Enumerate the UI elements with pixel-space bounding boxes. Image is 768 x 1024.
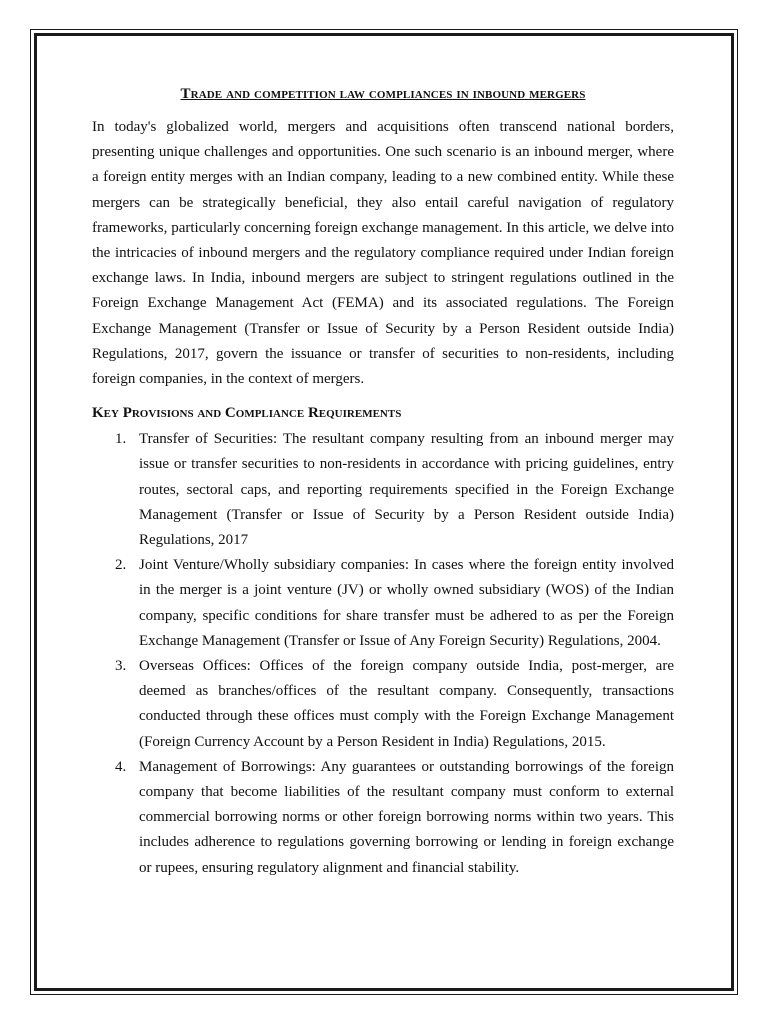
document-body	[92, 86, 674, 881]
list-item-number: 1.	[115, 431, 127, 448]
section-heading: Key Provisions and Compliance Requirements	[92, 405, 402, 422]
list-item-number: 2.	[115, 557, 127, 574]
list-item-text: Transfer of Securities: The resultant company resulting from an inbound merger may issue or transfer securities to non-residents in accordance with pricing guidelines, entry routes, sectoral caps, and reporting requirements specified in the Foreign Exchange Management (Transfer or Issue of Security by a Person Resident outside India) Regulations, 2017	[139, 431, 674, 549]
provisions-list	[92, 427, 674, 881]
list-item	[92, 427, 674, 553]
list-item-number: 4.	[115, 758, 127, 775]
list-item	[92, 755, 674, 881]
list-item-number: 3.	[115, 658, 127, 675]
intro-paragraph: In today's globalized world, mergers and acquisitions often transcend national borders, presenting unique challenges and opportunities. One such scenario is an inbound merger, where a foreign entity merges with an Indian company, leading to a new combined entity. While these mergers can be strategically beneficial, they also entail careful navigation of regulatory frameworks, particularly concerning foreign exchange management. In this article, we delve into the intricacies of inbound mergers and the regulatory compliance required under Indian foreign exchange laws. In India, inbound mergers are subject to stringent regulations outlined in the Foreign Exchange Management Act (FEMA) and its associated regulations. The Foreign Exchange Management (Transfer or Issue of Security by a Person Resident outside India) Regulations, 2017, govern the issuance or transfer of securities to non-residents, including foreign companies, in the context of mergers.	[92, 119, 674, 388]
list-item-text: Management of Borrowings: Any guarantees or outstanding borrowings of the foreign company that become liabilities of the resultant company must conform to external commercial borrowing norms or other foreign borrowing norms within two years. This includes adherence to regulations governing borrowing or lending in foreign exchange or rupees, ensuring regulatory alignment and financial stability.	[139, 758, 674, 876]
document-title: Trade and competition law compliances in inbound mergers	[180, 86, 586, 102]
list-item	[92, 553, 674, 654]
list-item-text: Joint Venture/Wholly subsidiary companies: In cases where the foreign entity involved in the merger is a joint venture (JV) or wholly owned subsidiary (WOS) of the Indian company, specific conditions for share transfer must be adhered to as per the Foreign Exchange Management (Transfer or Issue of Any Foreign Security) Regulations, 2004.	[139, 557, 674, 649]
list-item	[92, 654, 674, 755]
list-item-text: Overseas Offices: Offices of the foreign company outside India, post-merger, are deemed as branches/offices of the resultant company. Consequently, transactions conducted through these offices must comply with the Foreign Exchange Management (Foreign Currency Account by a Person Resident in India) Regulations, 2015.	[139, 658, 674, 750]
